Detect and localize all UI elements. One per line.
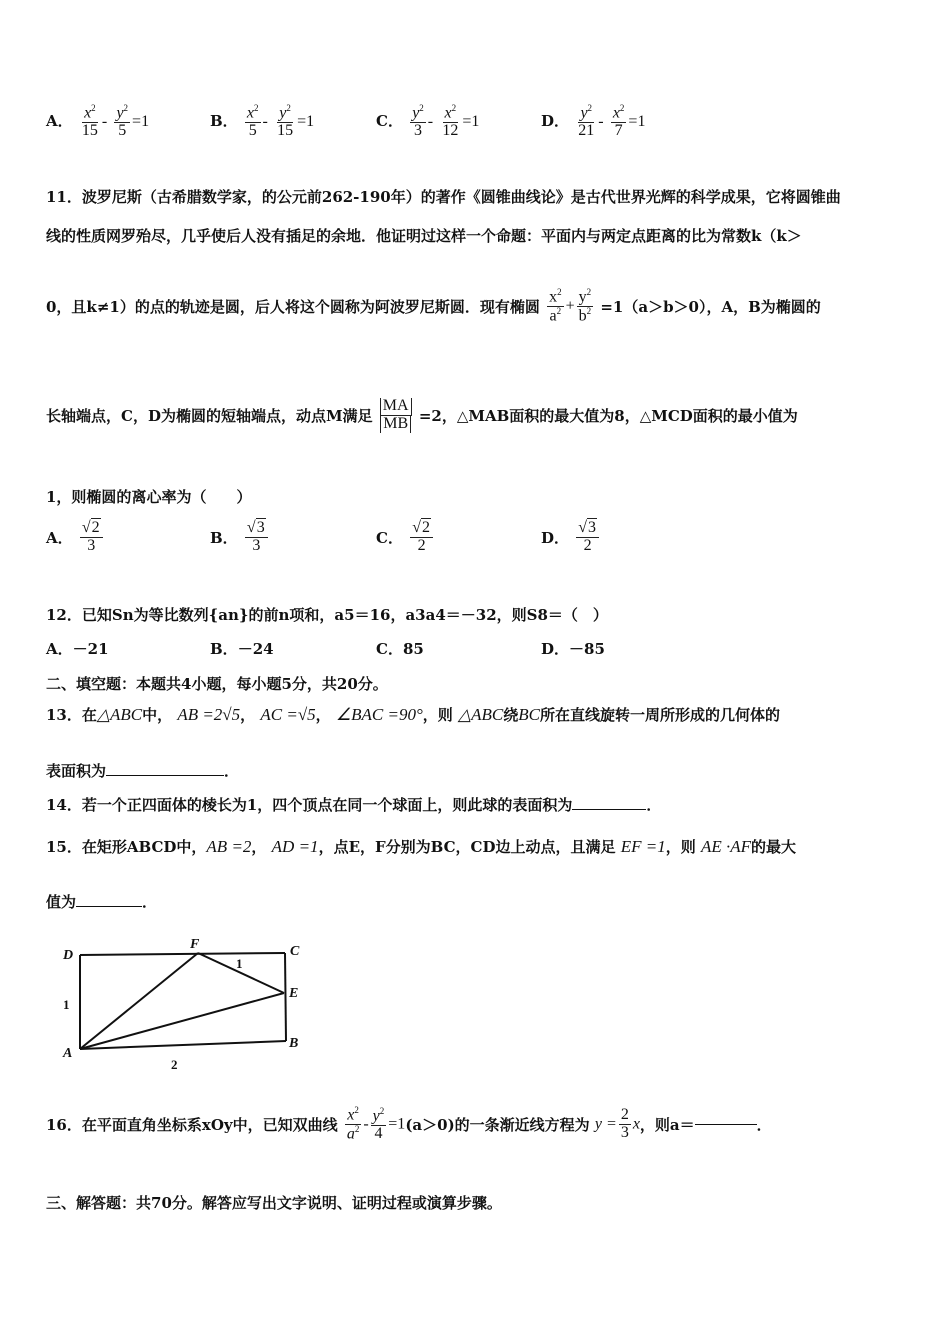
q15-line-1: 15．在矩形ABCD中，AB =2， AD =1，点E，F分别为BC，CD边上动点，且满足 EF =1，则 AE ·AF的最大 bbox=[46, 837, 797, 856]
label-d: D bbox=[63, 948, 74, 963]
ellipse-fraction-y: $\frac{y^2}{b^2}$ bbox=[578, 287, 592, 325]
q11-line-3: 0，且k≠1）的点的轨迹是圆，后人将这个圆称为阿波罗尼斯圆．现有椭圆 $\frac{x^2}{a^2}$ + $\frac{y^2}{b^2}$ =1（a＞b＞0），A，B为椭圆的 bbox=[46, 287, 821, 325]
q10-option-d: D． $\frac{y^2}{21}$ - $\frac{x^2}{7}$ =1 bbox=[541, 103, 646, 140]
q11-line-4: 长轴端点，C，D为椭圆的短轴端点，动点M满足 $\frac{MA}{MB}$ =2，△MAB面积的最大值为8，△MCD面积的最小值为 bbox=[46, 397, 798, 432]
q13-line-1: 13．在△ABC中， AB =2√5， AC =√5， ∠BAC =90°，则 △ABC绕BC所在直线旋转一周所形成的几何体的 bbox=[46, 705, 780, 724]
label-a: A bbox=[63, 1046, 73, 1061]
label-e: E bbox=[289, 986, 299, 1001]
rectangle-figure bbox=[55, 935, 315, 1075]
asymptote-fraction: $\frac{2}{3}$ bbox=[620, 1106, 629, 1142]
q15-answer-blank[interactable] bbox=[76, 906, 142, 907]
label-c: C bbox=[290, 944, 300, 959]
q15-line-2: 值为 ． bbox=[46, 893, 158, 911]
q10-option-b: B． $\frac{x^2}{5}$ - $\frac{y^2}{15}$ =1 bbox=[210, 103, 315, 140]
q13-answer-blank[interactable] bbox=[106, 775, 224, 776]
q12-option-c: C．85 bbox=[376, 640, 424, 658]
edge-dc bbox=[80, 953, 285, 955]
q11-option-b: B． $\frac{√3}{3}$ bbox=[210, 520, 270, 555]
q11-option-a: A． $\frac{√2}{3}$ bbox=[46, 520, 105, 555]
q11-line-1: 11．波罗尼斯（古希腊数学家，的公元前262-190年）的著作《圆锥曲线论》是古代世界光辉的科学成果，它将圆锥曲 bbox=[46, 188, 841, 206]
hyperbola-fraction-x: $\frac{x^2}{a^2}$ bbox=[346, 1105, 360, 1143]
section-3-heading: 三、解答题：共70分。解答应写出文字说明、证明过程或演算步骤。 bbox=[46, 1194, 502, 1212]
q12-option-d: D．－85 bbox=[541, 640, 605, 658]
hyperbola-fraction-y: $\frac{y^2}{4}$ bbox=[372, 1105, 385, 1142]
segment-af bbox=[80, 953, 198, 1049]
q16-text: 16．在平面直角坐标系xOy中，已知双曲线 $\frac{x^2}{a^2}$ - $\frac{y^2}{4}$ =1(a＞0)的一条渐近线方程为 y = $\frac{2}{3}$ x，则a＝ ． bbox=[46, 1105, 772, 1143]
label-side-1: 1 bbox=[63, 997, 70, 1012]
label-side-2: 2 bbox=[171, 1057, 178, 1072]
edge-ba bbox=[80, 1041, 286, 1049]
ratio-fraction: $\frac{MA}{MB}$ bbox=[380, 398, 412, 433]
q16-answer-blank[interactable] bbox=[695, 1124, 757, 1125]
edge-cb bbox=[285, 953, 286, 1041]
q11-option-c: C． $\frac{√2}{2}$ bbox=[376, 520, 435, 555]
segment-ae bbox=[80, 993, 284, 1049]
q12-text: 12．已知Sn为等比数列{an}的前n项和，a5＝16，a3a4＝－32，则S8＝（ ） bbox=[46, 606, 608, 624]
ellipse-fraction-x: $\frac{x^2}{a^2}$ bbox=[549, 287, 562, 325]
label-b: B bbox=[289, 1036, 299, 1051]
q14-answer-blank[interactable] bbox=[572, 809, 646, 810]
q11-line-5: 1，则椭圆的离心率为（ ） bbox=[46, 488, 252, 506]
q13-line-2: 表面积为 ． bbox=[46, 762, 240, 780]
q10-option-a: A． $\frac{x^2}{15}$ - $\frac{y^2}{5}$ =1 bbox=[46, 103, 150, 140]
q12-option-a: A．－21 bbox=[46, 640, 109, 658]
q10-option-c: C． $\frac{y^2}{3}$ - $\frac{x^2}{12}$ =1 bbox=[376, 103, 480, 140]
q11-line-2: 线的性质网罗殆尽，几乎使后人没有插足的余地．他证明过这样一个命题：平面内与两定点距离的比为常数k（k＞ bbox=[46, 227, 802, 245]
label-f: F bbox=[190, 937, 200, 952]
q11-option-d: D． $\frac{√3}{2}$ bbox=[541, 520, 601, 555]
q12-option-b: B．－24 bbox=[210, 640, 274, 658]
q14-text: 14．若一个正四面体的棱长为1，四个顶点在同一个球面上，则此球的表面积为 ． bbox=[46, 796, 662, 814]
label-ef-1: 1 bbox=[236, 956, 243, 971]
section-2-heading: 二、填空题：本题共4小题，每小题5分，共20分。 bbox=[46, 675, 388, 693]
